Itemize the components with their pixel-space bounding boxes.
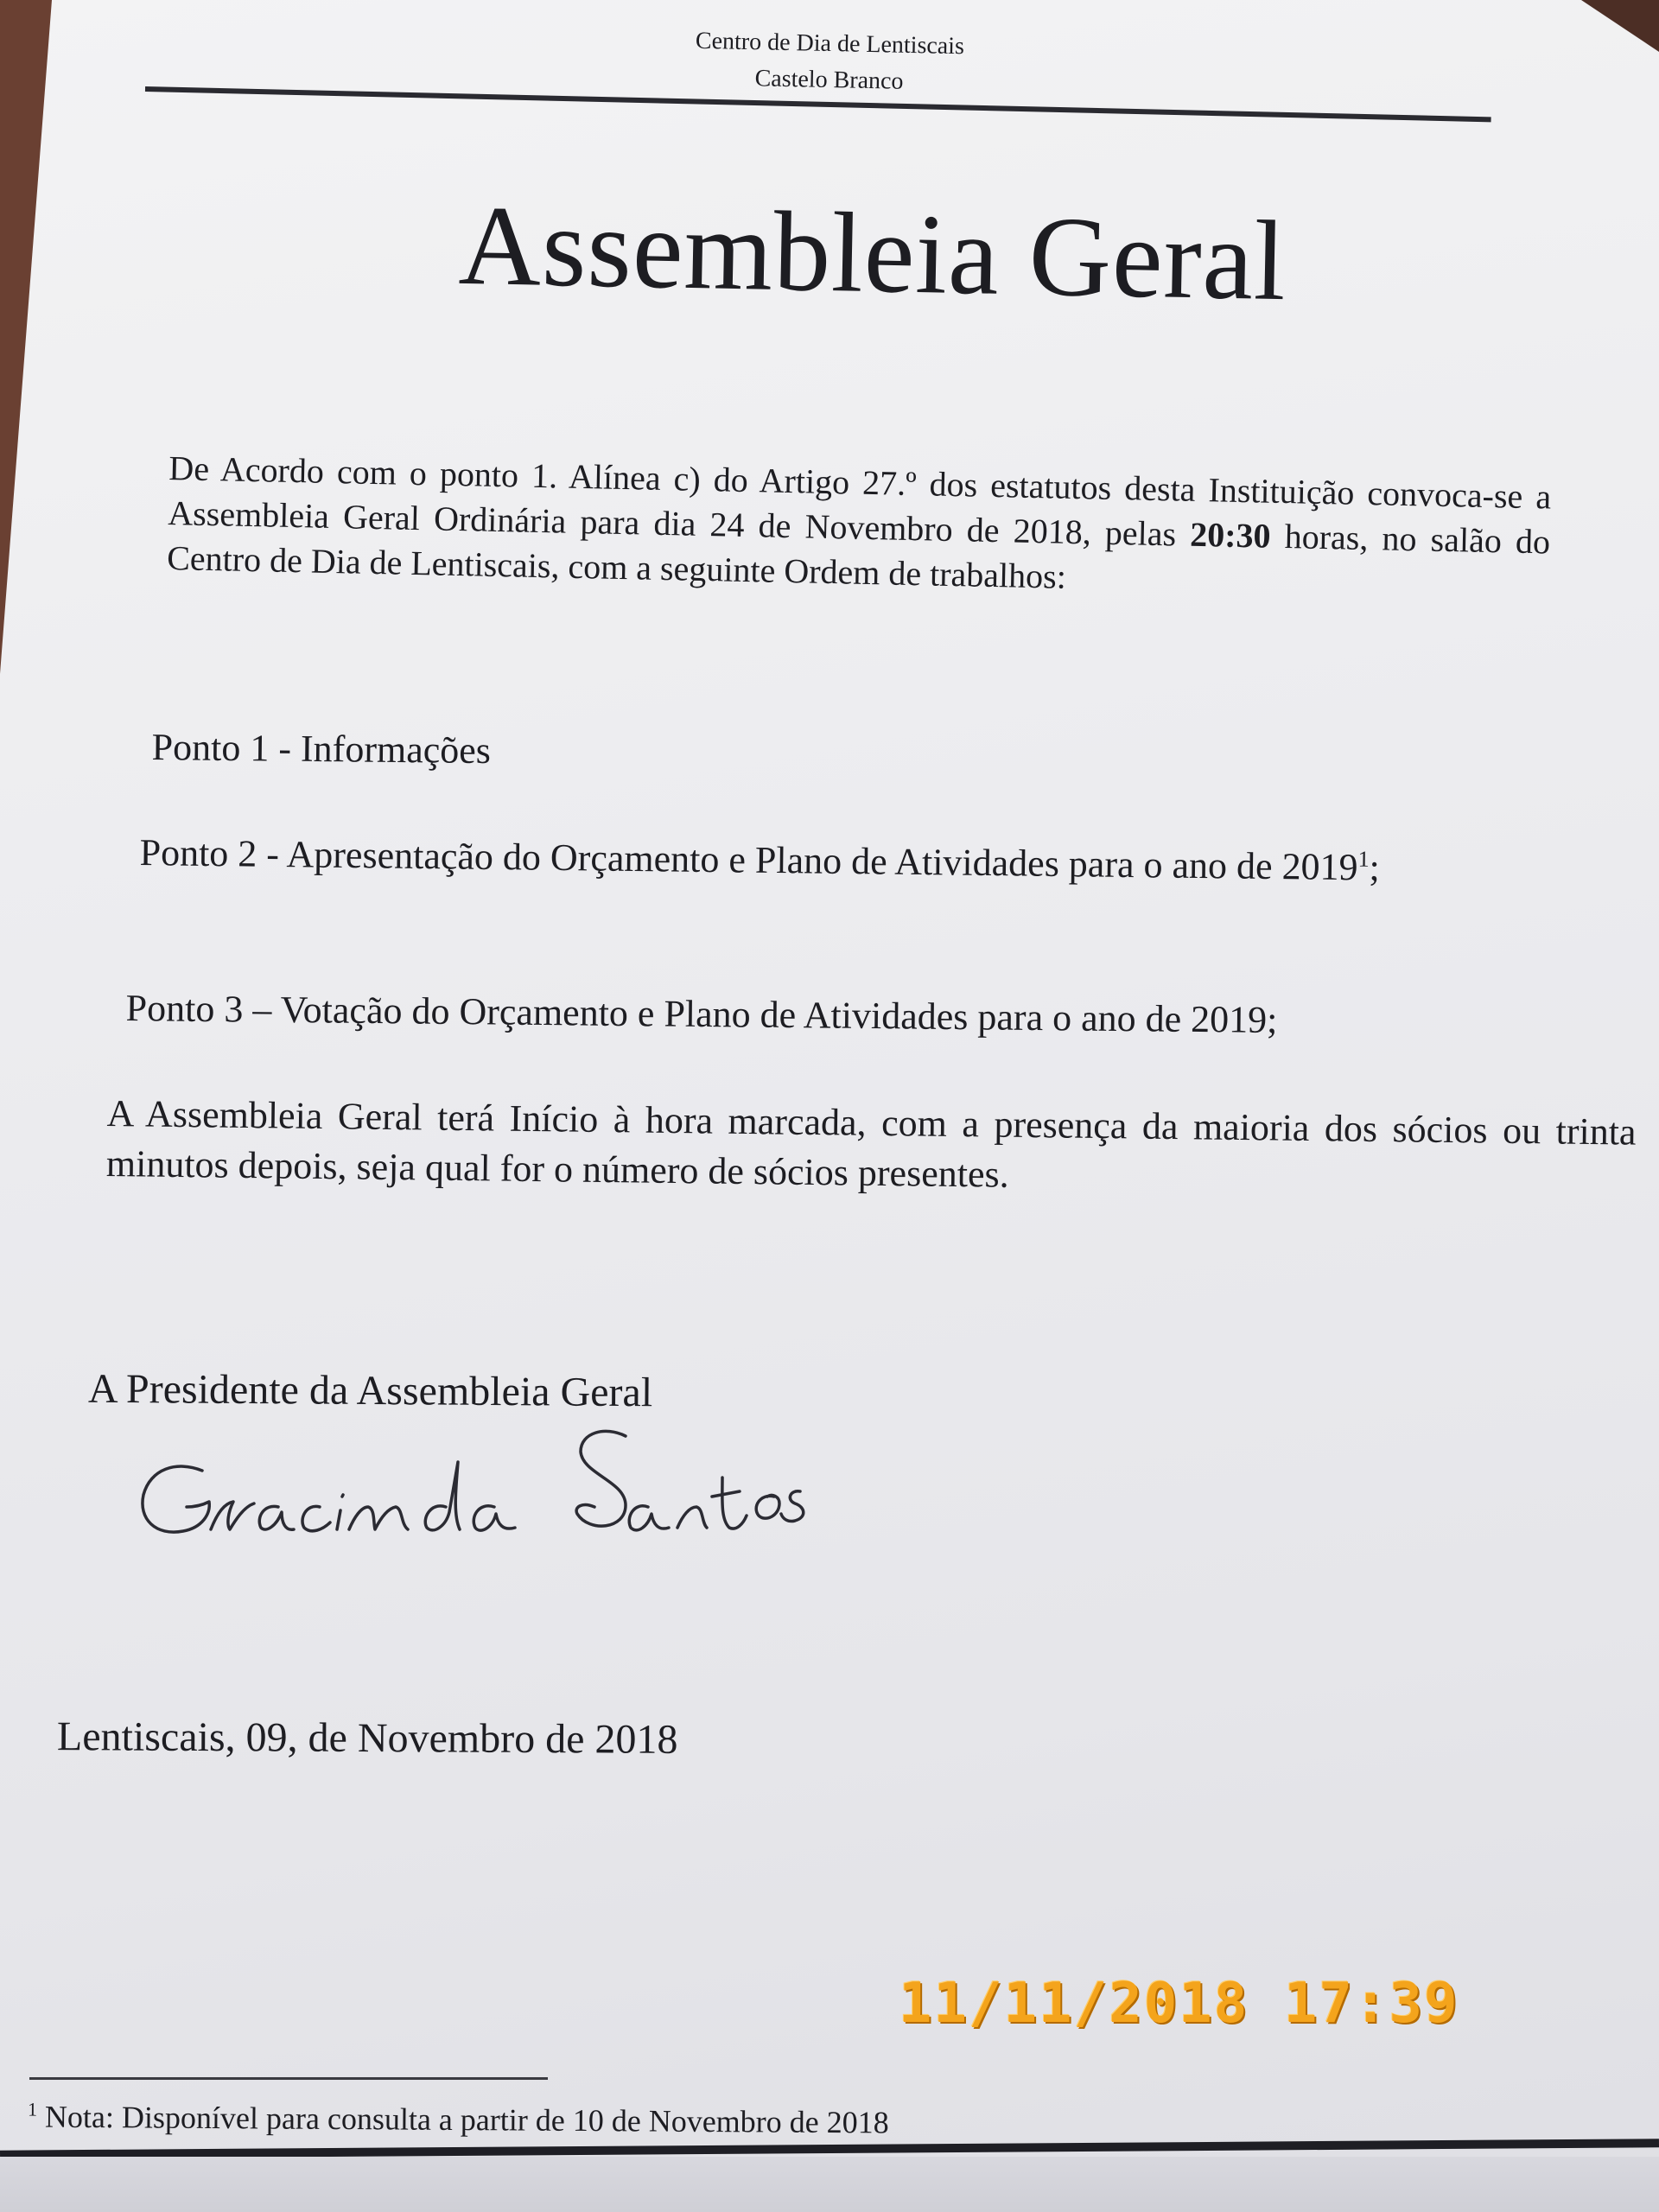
agenda-point-2 — [139, 828, 1609, 896]
agenda-point-2-text: Ponto 2 - Apresentação do Orçamento e Plano de Atividades para o ano de 2019 — [139, 830, 1358, 889]
footnote — [28, 2097, 889, 2143]
letterhead — [137, 11, 1521, 112]
closing-paragraph: A Assembleia Geral terá Início à hora marcada, com a presença da maioria dos sócios ou trinta minutos depois, seja qual for o número de sócios presentes. — [105, 1091, 1637, 1196]
footnote-text: Nota: Disponível para consulta a partir de 10 de Novembro de 2018 — [44, 2099, 889, 2140]
background-wood — [0, 0, 52, 674]
notice-text-end: horas, no salão do Centro de Dia de Lentiscais, com a seguinte Ordem de trabalhos: — [166, 517, 1551, 596]
letterhead-organization: Centro de Dia de Lentiscais — [695, 27, 965, 60]
footnote-divider — [29, 2077, 548, 2080]
handwritten-signature — [73, 1417, 919, 1564]
notice-text-start: De Acordo com o ponto 1. Alínea c) do Artigo 27.º dos estatutos desta Instituição convoca-se a Assembleia Geral Ordinária para dia 24 de Novembro de 2018, pelas — [167, 448, 1552, 554]
letterhead-location: Castelo Branco — [754, 65, 904, 95]
camera-timestamp: 11/11/2018 17:39 — [899, 1972, 1459, 2036]
agenda-point-2-end: ; — [1369, 846, 1381, 889]
place-and-date: Lentiscais, 09, de Novembro de 2018 — [56, 1713, 678, 1763]
footnote-reference: 1 — [1357, 846, 1370, 872]
notice-paragraph — [167, 446, 1552, 609]
page-bottom-edge — [0, 2157, 1659, 2212]
meeting-time: 20:30 — [1189, 514, 1272, 556]
agenda-point-3: Ponto 3 – Votação do Orçamento e Plano de Atividades para o ano de 2019; — [125, 986, 1278, 1041]
signatory-role: A Presidente da Assembleia Geral — [87, 1365, 653, 1416]
agenda-point-1: Ponto 1 - Informações — [151, 725, 492, 772]
footnote-marker: 1 — [27, 2098, 38, 2120]
page-title: Assembleia Geral — [457, 181, 1288, 325]
background-wood-corner — [1581, 0, 1659, 52]
